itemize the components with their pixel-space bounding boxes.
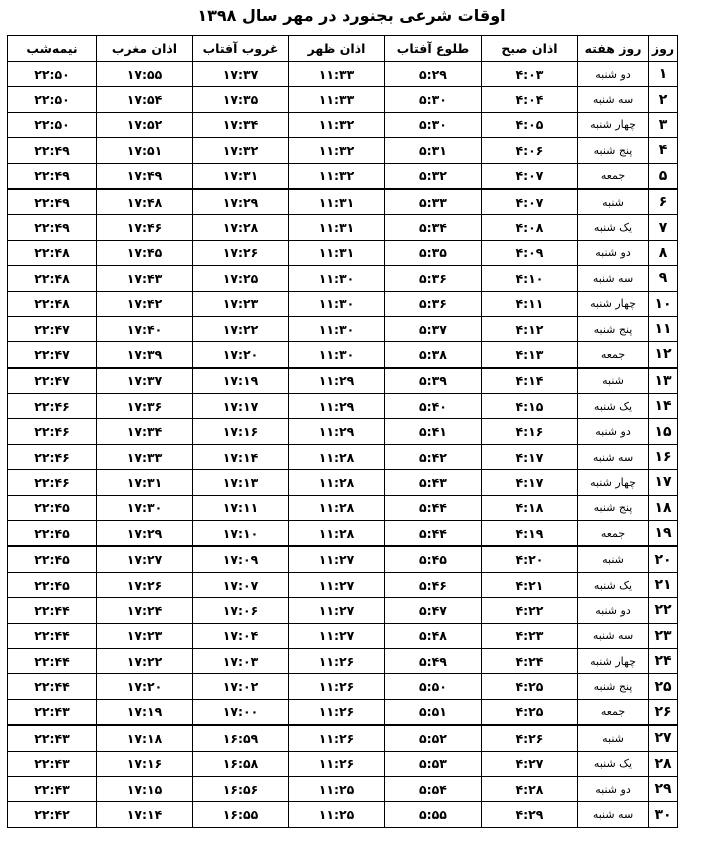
sunset-cell: ۱۷:۰۷ bbox=[193, 572, 289, 597]
sunrise-cell: ۵:۴۰ bbox=[385, 394, 482, 419]
sunset-cell: ۱۶:۵۵ bbox=[193, 802, 289, 827]
midnight-cell: ۲۲:۴۷ bbox=[8, 316, 97, 341]
dhuhr-cell: ۱۱:۳۳ bbox=[289, 62, 385, 87]
midnight-cell: ۲۲:۴۵ bbox=[8, 572, 97, 597]
dhuhr-cell: ۱۱:۲۹ bbox=[289, 419, 385, 444]
sunset-cell: ۱۷:۲۹ bbox=[193, 189, 289, 215]
dhuhr-cell: ۱۱:۲۶ bbox=[289, 699, 385, 725]
maghrib-cell: ۱۷:۱۴ bbox=[97, 802, 193, 827]
fajr-cell: ۴:۲۸ bbox=[482, 776, 578, 801]
sunrise-cell: ۵:۳۳ bbox=[385, 189, 482, 215]
fajr-cell: ۴:۱۲ bbox=[482, 316, 578, 341]
fajr-cell: ۴:۱۸ bbox=[482, 495, 578, 520]
sunset-cell: ۱۷:۰۲ bbox=[193, 674, 289, 699]
maghrib-cell: ۱۷:۴۵ bbox=[97, 240, 193, 265]
dhuhr-cell: ۱۱:۳۰ bbox=[289, 316, 385, 341]
table-row bbox=[8, 470, 678, 495]
table-row bbox=[8, 215, 678, 240]
midnight-cell: ۲۲:۴۶ bbox=[8, 419, 97, 444]
sunrise-cell: ۵:۵۰ bbox=[385, 674, 482, 699]
dhuhr-cell: ۱۱:۲۷ bbox=[289, 598, 385, 623]
day-cell: ۹ bbox=[649, 266, 678, 291]
day-cell: ۱۹ bbox=[649, 521, 678, 547]
table-row bbox=[8, 240, 678, 265]
midnight-cell: ۲۲:۵۰ bbox=[8, 62, 97, 87]
sunset-cell: ۱۷:۰۴ bbox=[193, 623, 289, 648]
sunrise-cell: ۵:۵۱ bbox=[385, 699, 482, 725]
sunset-cell: ۱۷:۱۳ bbox=[193, 470, 289, 495]
day-cell: ۲۶ bbox=[649, 699, 678, 725]
day-cell: ۱۱ bbox=[649, 316, 678, 341]
maghrib-cell: ۱۷:۴۶ bbox=[97, 215, 193, 240]
table-row bbox=[8, 648, 678, 673]
table-row bbox=[8, 572, 678, 597]
dhuhr-cell: ۱۱:۲۶ bbox=[289, 751, 385, 776]
day-cell: ۲۹ bbox=[649, 776, 678, 801]
weekday-cell: سه شنبه bbox=[578, 623, 649, 648]
table-row bbox=[8, 189, 678, 215]
fajr-cell: ۴:۰۷ bbox=[482, 189, 578, 215]
sunset-cell: ۱۷:۳۷ bbox=[193, 62, 289, 87]
header-fajr: اذان صبح bbox=[482, 36, 578, 62]
day-cell: ۳۰ bbox=[649, 802, 678, 827]
maghrib-cell: ۱۷:۴۰ bbox=[97, 316, 193, 341]
maghrib-cell: ۱۷:۵۵ bbox=[97, 62, 193, 87]
table-row bbox=[8, 751, 678, 776]
dhuhr-cell: ۱۱:۳۱ bbox=[289, 189, 385, 215]
midnight-cell: ۲۲:۴۷ bbox=[8, 342, 97, 368]
sunset-cell: ۱۷:۱۹ bbox=[193, 368, 289, 394]
sunset-cell: ۱۷:۱۶ bbox=[193, 419, 289, 444]
fajr-cell: ۴:۲۳ bbox=[482, 623, 578, 648]
table-row bbox=[8, 419, 678, 444]
weekday-cell: یک شنبه bbox=[578, 394, 649, 419]
maghrib-cell: ۱۷:۲۳ bbox=[97, 623, 193, 648]
weekday-cell: سه شنبه bbox=[578, 802, 649, 827]
fajr-cell: ۴:۲۷ bbox=[482, 751, 578, 776]
table-row bbox=[8, 291, 678, 316]
fajr-cell: ۴:۱۷ bbox=[482, 470, 578, 495]
sunset-cell: ۱۷:۰۳ bbox=[193, 648, 289, 673]
table-row bbox=[8, 674, 678, 699]
weekday-cell: سه شنبه bbox=[578, 266, 649, 291]
day-cell: ۱۷ bbox=[649, 470, 678, 495]
dhuhr-cell: ۱۱:۳۲ bbox=[289, 138, 385, 163]
maghrib-cell: ۱۷:۴۳ bbox=[97, 266, 193, 291]
sunrise-cell: ۵:۴۸ bbox=[385, 623, 482, 648]
midnight-cell: ۲۲:۴۹ bbox=[8, 138, 97, 163]
weekday-cell: شنبه bbox=[578, 368, 649, 394]
midnight-cell: ۲۲:۴۳ bbox=[8, 776, 97, 801]
midnight-cell: ۲۲:۴۳ bbox=[8, 699, 97, 725]
sunset-cell: ۱۷:۱۰ bbox=[193, 521, 289, 547]
table-row bbox=[8, 546, 678, 572]
sunset-cell: ۱۶:۵۹ bbox=[193, 725, 289, 751]
midnight-cell: ۲۲:۴۴ bbox=[8, 648, 97, 673]
maghrib-cell: ۱۷:۳۶ bbox=[97, 394, 193, 419]
weekday-cell: دو شنبه bbox=[578, 776, 649, 801]
day-cell: ۲ bbox=[649, 87, 678, 112]
midnight-cell: ۲۲:۴۶ bbox=[8, 394, 97, 419]
sunrise-cell: ۵:۵۳ bbox=[385, 751, 482, 776]
sunrise-cell: ۵:۳۰ bbox=[385, 112, 482, 137]
header-sunrise: طلوع آفتاب bbox=[385, 36, 482, 62]
fajr-cell: ۴:۱۱ bbox=[482, 291, 578, 316]
maghrib-cell: ۱۷:۵۴ bbox=[97, 87, 193, 112]
sunset-cell: ۱۷:۳۱ bbox=[193, 163, 289, 189]
fajr-cell: ۴:۲۴ bbox=[482, 648, 578, 673]
sunrise-cell: ۵:۴۴ bbox=[385, 521, 482, 547]
table-row bbox=[8, 138, 678, 163]
weekday-cell: سه شنبه bbox=[578, 87, 649, 112]
weekday-cell: یک شنبه bbox=[578, 572, 649, 597]
dhuhr-cell: ۱۱:۲۶ bbox=[289, 725, 385, 751]
day-cell: ۱۲ bbox=[649, 342, 678, 368]
weekday-cell: دو شنبه bbox=[578, 419, 649, 444]
header-dhuhr: اذان ظهر bbox=[289, 36, 385, 62]
sunset-cell: ۱۷:۰۹ bbox=[193, 546, 289, 572]
day-cell: ۱۰ bbox=[649, 291, 678, 316]
sunrise-cell: ۵:۴۹ bbox=[385, 648, 482, 673]
sunrise-cell: ۵:۳۲ bbox=[385, 163, 482, 189]
day-cell: ۱۶ bbox=[649, 444, 678, 469]
sunset-cell: ۱۷:۲۶ bbox=[193, 240, 289, 265]
dhuhr-cell: ۱۱:۲۷ bbox=[289, 623, 385, 648]
header-sunset: غروب آفتاب bbox=[193, 36, 289, 62]
dhuhr-cell: ۱۱:۳۳ bbox=[289, 87, 385, 112]
midnight-cell: ۲۲:۴۴ bbox=[8, 674, 97, 699]
day-cell: ۱ bbox=[649, 62, 678, 87]
midnight-cell: ۲۲:۵۰ bbox=[8, 112, 97, 137]
sunrise-cell: ۵:۲۹ bbox=[385, 62, 482, 87]
day-cell: ۱۵ bbox=[649, 419, 678, 444]
day-cell: ۲۷ bbox=[649, 725, 678, 751]
dhuhr-cell: ۱۱:۲۶ bbox=[289, 648, 385, 673]
weekday-cell: شنبه bbox=[578, 725, 649, 751]
weekday-cell: جمعه bbox=[578, 342, 649, 368]
sunrise-cell: ۵:۳۶ bbox=[385, 266, 482, 291]
weekday-cell: پنج شنبه bbox=[578, 138, 649, 163]
midnight-cell: ۲۲:۴۹ bbox=[8, 189, 97, 215]
maghrib-cell: ۱۷:۱۸ bbox=[97, 725, 193, 751]
maghrib-cell: ۱۷:۲۰ bbox=[97, 674, 193, 699]
weekday-cell: سه شنبه bbox=[578, 444, 649, 469]
day-cell: ۳ bbox=[649, 112, 678, 137]
table-row bbox=[8, 62, 678, 87]
sunset-cell: ۱۷:۳۵ bbox=[193, 87, 289, 112]
fajr-cell: ۴:۲۱ bbox=[482, 572, 578, 597]
midnight-cell: ۲۲:۴۵ bbox=[8, 495, 97, 520]
fajr-cell: ۴:۱۶ bbox=[482, 419, 578, 444]
dhuhr-cell: ۱۱:۲۵ bbox=[289, 802, 385, 827]
sunset-cell: ۱۷:۰۰ bbox=[193, 699, 289, 725]
sunset-cell: ۱۷:۲۵ bbox=[193, 266, 289, 291]
dhuhr-cell: ۱۱:۲۸ bbox=[289, 470, 385, 495]
dhuhr-cell: ۱۱:۲۸ bbox=[289, 444, 385, 469]
day-cell: ۱۸ bbox=[649, 495, 678, 520]
dhuhr-cell: ۱۱:۲۷ bbox=[289, 572, 385, 597]
sunset-cell: ۱۷:۲۸ bbox=[193, 215, 289, 240]
dhuhr-cell: ۱۱:۳۱ bbox=[289, 215, 385, 240]
day-cell: ۲۱ bbox=[649, 572, 678, 597]
day-cell: ۸ bbox=[649, 240, 678, 265]
weekday-cell: دو شنبه bbox=[578, 240, 649, 265]
weekday-cell: پنج شنبه bbox=[578, 495, 649, 520]
fajr-cell: ۴:۲۵ bbox=[482, 699, 578, 725]
maghrib-cell: ۱۷:۱۵ bbox=[97, 776, 193, 801]
table-row bbox=[8, 368, 678, 394]
day-cell: ۱۴ bbox=[649, 394, 678, 419]
maghrib-cell: ۱۷:۴۹ bbox=[97, 163, 193, 189]
dhuhr-cell: ۱۱:۳۰ bbox=[289, 342, 385, 368]
table-row bbox=[8, 394, 678, 419]
maghrib-cell: ۱۷:۲۷ bbox=[97, 546, 193, 572]
midnight-cell: ۲۲:۴۹ bbox=[8, 215, 97, 240]
table-row bbox=[8, 316, 678, 341]
sunrise-cell: ۵:۴۴ bbox=[385, 495, 482, 520]
dhuhr-cell: ۱۱:۲۷ bbox=[289, 546, 385, 572]
header-row bbox=[8, 36, 678, 62]
day-cell: ۲۸ bbox=[649, 751, 678, 776]
table-row bbox=[8, 623, 678, 648]
sunset-cell: ۱۶:۵۶ bbox=[193, 776, 289, 801]
fajr-cell: ۴:۱۰ bbox=[482, 266, 578, 291]
midnight-cell: ۲۲:۵۰ bbox=[8, 87, 97, 112]
sunrise-cell: ۵:۴۱ bbox=[385, 419, 482, 444]
table-row bbox=[8, 266, 678, 291]
sunrise-cell: ۵:۳۰ bbox=[385, 87, 482, 112]
midnight-cell: ۲۲:۴۶ bbox=[8, 444, 97, 469]
table-row bbox=[8, 725, 678, 751]
maghrib-cell: ۱۷:۲۹ bbox=[97, 521, 193, 547]
table-row bbox=[8, 444, 678, 469]
fajr-cell: ۴:۲۶ bbox=[482, 725, 578, 751]
sunset-cell: ۱۷:۱۱ bbox=[193, 495, 289, 520]
table-row bbox=[8, 163, 678, 189]
maghrib-cell: ۱۷:۲۲ bbox=[97, 648, 193, 673]
sunset-cell: ۱۷:۲۰ bbox=[193, 342, 289, 368]
sunrise-cell: ۵:۴۷ bbox=[385, 598, 482, 623]
sunset-cell: ۱۷:۱۷ bbox=[193, 394, 289, 419]
day-cell: ۴ bbox=[649, 138, 678, 163]
sunset-cell: ۱۷:۳۲ bbox=[193, 138, 289, 163]
sunrise-cell: ۵:۵۴ bbox=[385, 776, 482, 801]
midnight-cell: ۲۲:۴۸ bbox=[8, 266, 97, 291]
fajr-cell: ۴:۰۷ bbox=[482, 163, 578, 189]
fajr-cell: ۴:۰۶ bbox=[482, 138, 578, 163]
table-row bbox=[8, 521, 678, 547]
maghrib-cell: ۱۷:۱۹ bbox=[97, 699, 193, 725]
midnight-cell: ۲۲:۴۴ bbox=[8, 623, 97, 648]
fajr-cell: ۴:۰۵ bbox=[482, 112, 578, 137]
sunset-cell: ۱۷:۱۴ bbox=[193, 444, 289, 469]
sunset-cell: ۱۷:۰۶ bbox=[193, 598, 289, 623]
fajr-cell: ۴:۰۴ bbox=[482, 87, 578, 112]
midnight-cell: ۲۲:۴۷ bbox=[8, 368, 97, 394]
fajr-cell: ۴:۰۸ bbox=[482, 215, 578, 240]
fajr-cell: ۴:۲۵ bbox=[482, 674, 578, 699]
sunset-cell: ۱۷:۲۳ bbox=[193, 291, 289, 316]
header-weekday: روز هفته bbox=[578, 36, 649, 62]
sunrise-cell: ۵:۴۵ bbox=[385, 546, 482, 572]
sunrise-cell: ۵:۵۵ bbox=[385, 802, 482, 827]
fajr-cell: ۴:۱۳ bbox=[482, 342, 578, 368]
day-cell: ۲۲ bbox=[649, 598, 678, 623]
page-title: اوقات شرعی بجنورد در مهر سال ۱۳۹۸ bbox=[197, 6, 506, 25]
weekday-cell: پنج شنبه bbox=[578, 674, 649, 699]
sunrise-cell: ۵:۳۱ bbox=[385, 138, 482, 163]
day-cell: ۱۳ bbox=[649, 368, 678, 394]
table-row bbox=[8, 495, 678, 520]
midnight-cell: ۲۲:۴۲ bbox=[8, 802, 97, 827]
fajr-cell: ۴:۱۹ bbox=[482, 521, 578, 547]
day-cell: ۵ bbox=[649, 163, 678, 189]
day-cell: ۲۰ bbox=[649, 546, 678, 572]
dhuhr-cell: ۱۱:۳۲ bbox=[289, 112, 385, 137]
maghrib-cell: ۱۷:۳۰ bbox=[97, 495, 193, 520]
dhuhr-cell: ۱۱:۳۱ bbox=[289, 240, 385, 265]
dhuhr-cell: ۱۱:۳۰ bbox=[289, 291, 385, 316]
table-row bbox=[8, 112, 678, 137]
midnight-cell: ۲۲:۴۴ bbox=[8, 598, 97, 623]
weekday-cell: چهار شنبه bbox=[578, 291, 649, 316]
fajr-cell: ۴:۱۴ bbox=[482, 368, 578, 394]
sunrise-cell: ۵:۴۶ bbox=[385, 572, 482, 597]
day-cell: ۷ bbox=[649, 215, 678, 240]
dhuhr-cell: ۱۱:۲۶ bbox=[289, 674, 385, 699]
maghrib-cell: ۱۷:۱۶ bbox=[97, 751, 193, 776]
table-row bbox=[8, 87, 678, 112]
weekday-cell: یک شنبه bbox=[578, 215, 649, 240]
fajr-cell: ۴:۲۰ bbox=[482, 546, 578, 572]
maghrib-cell: ۱۷:۳۴ bbox=[97, 419, 193, 444]
weekday-cell: چهار شنبه bbox=[578, 648, 649, 673]
sunset-cell: ۱۷:۲۲ bbox=[193, 316, 289, 341]
weekday-cell: دو شنبه bbox=[578, 62, 649, 87]
fajr-cell: ۴:۲۲ bbox=[482, 598, 578, 623]
maghrib-cell: ۱۷:۳۱ bbox=[97, 470, 193, 495]
midnight-cell: ۲۲:۴۵ bbox=[8, 546, 97, 572]
table-row bbox=[8, 802, 678, 827]
weekday-cell: جمعه bbox=[578, 521, 649, 547]
sunrise-cell: ۵:۳۵ bbox=[385, 240, 482, 265]
weekday-cell: جمعه bbox=[578, 163, 649, 189]
sunset-cell: ۱۶:۵۸ bbox=[193, 751, 289, 776]
fajr-cell: ۴:۱۵ bbox=[482, 394, 578, 419]
maghrib-cell: ۱۷:۴۸ bbox=[97, 189, 193, 215]
day-cell: ۲۵ bbox=[649, 674, 678, 699]
header-midnight: نیمه‌شب bbox=[8, 36, 97, 62]
maghrib-cell: ۱۷:۴۲ bbox=[97, 291, 193, 316]
dhuhr-cell: ۱۱:۲۹ bbox=[289, 394, 385, 419]
sunrise-cell: ۵:۳۴ bbox=[385, 215, 482, 240]
table-row bbox=[8, 699, 678, 725]
maghrib-cell: ۱۷:۵۱ bbox=[97, 138, 193, 163]
day-cell: ۲۴ bbox=[649, 648, 678, 673]
midnight-cell: ۲۲:۴۳ bbox=[8, 725, 97, 751]
sunrise-cell: ۵:۳۹ bbox=[385, 368, 482, 394]
maghrib-cell: ۱۷:۲۶ bbox=[97, 572, 193, 597]
dhuhr-cell: ۱۱:۲۹ bbox=[289, 368, 385, 394]
day-cell: ۲۳ bbox=[649, 623, 678, 648]
sunrise-cell: ۵:۳۶ bbox=[385, 291, 482, 316]
dhuhr-cell: ۱۱:۳۰ bbox=[289, 266, 385, 291]
dhuhr-cell: ۱۱:۲۸ bbox=[289, 495, 385, 520]
weekday-cell: دو شنبه bbox=[578, 598, 649, 623]
day-cell: ۶ bbox=[649, 189, 678, 215]
weekday-cell: چهار شنبه bbox=[578, 470, 649, 495]
sunrise-cell: ۵:۵۲ bbox=[385, 725, 482, 751]
fajr-cell: ۴:۱۷ bbox=[482, 444, 578, 469]
midnight-cell: ۲۲:۴۳ bbox=[8, 751, 97, 776]
fajr-cell: ۴:۲۹ bbox=[482, 802, 578, 827]
dhuhr-cell: ۱۱:۲۸ bbox=[289, 521, 385, 547]
weekday-cell: چهار شنبه bbox=[578, 112, 649, 137]
table-row bbox=[8, 598, 678, 623]
sunrise-cell: ۵:۴۲ bbox=[385, 444, 482, 469]
weekday-cell: جمعه bbox=[578, 699, 649, 725]
midnight-cell: ۲۲:۴۸ bbox=[8, 291, 97, 316]
weekday-cell: یک شنبه bbox=[578, 751, 649, 776]
midnight-cell: ۲۲:۴۸ bbox=[8, 240, 97, 265]
maghrib-cell: ۱۷:۳۹ bbox=[97, 342, 193, 368]
sunrise-cell: ۵:۳۸ bbox=[385, 342, 482, 368]
table-row bbox=[8, 776, 678, 801]
maghrib-cell: ۱۷:۲۴ bbox=[97, 598, 193, 623]
table-row bbox=[8, 342, 678, 368]
maghrib-cell: ۱۷:۳۳ bbox=[97, 444, 193, 469]
midnight-cell: ۲۲:۴۹ bbox=[8, 163, 97, 189]
weekday-cell: پنج شنبه bbox=[578, 316, 649, 341]
midnight-cell: ۲۲:۴۵ bbox=[8, 521, 97, 547]
maghrib-cell: ۱۷:۵۲ bbox=[97, 112, 193, 137]
dhuhr-cell: ۱۱:۳۲ bbox=[289, 163, 385, 189]
prayer-times-table bbox=[7, 35, 678, 828]
weekday-cell: شنبه bbox=[578, 546, 649, 572]
dhuhr-cell: ۱۱:۲۵ bbox=[289, 776, 385, 801]
header-day: روز bbox=[649, 36, 678, 62]
weekday-cell: شنبه bbox=[578, 189, 649, 215]
sunrise-cell: ۵:۳۷ bbox=[385, 316, 482, 341]
fajr-cell: ۴:۰۹ bbox=[482, 240, 578, 265]
midnight-cell: ۲۲:۴۶ bbox=[8, 470, 97, 495]
header-maghrib: اذان مغرب bbox=[97, 36, 193, 62]
sunset-cell: ۱۷:۳۴ bbox=[193, 112, 289, 137]
maghrib-cell: ۱۷:۳۷ bbox=[97, 368, 193, 394]
fajr-cell: ۴:۰۳ bbox=[482, 62, 578, 87]
sunrise-cell: ۵:۴۳ bbox=[385, 470, 482, 495]
